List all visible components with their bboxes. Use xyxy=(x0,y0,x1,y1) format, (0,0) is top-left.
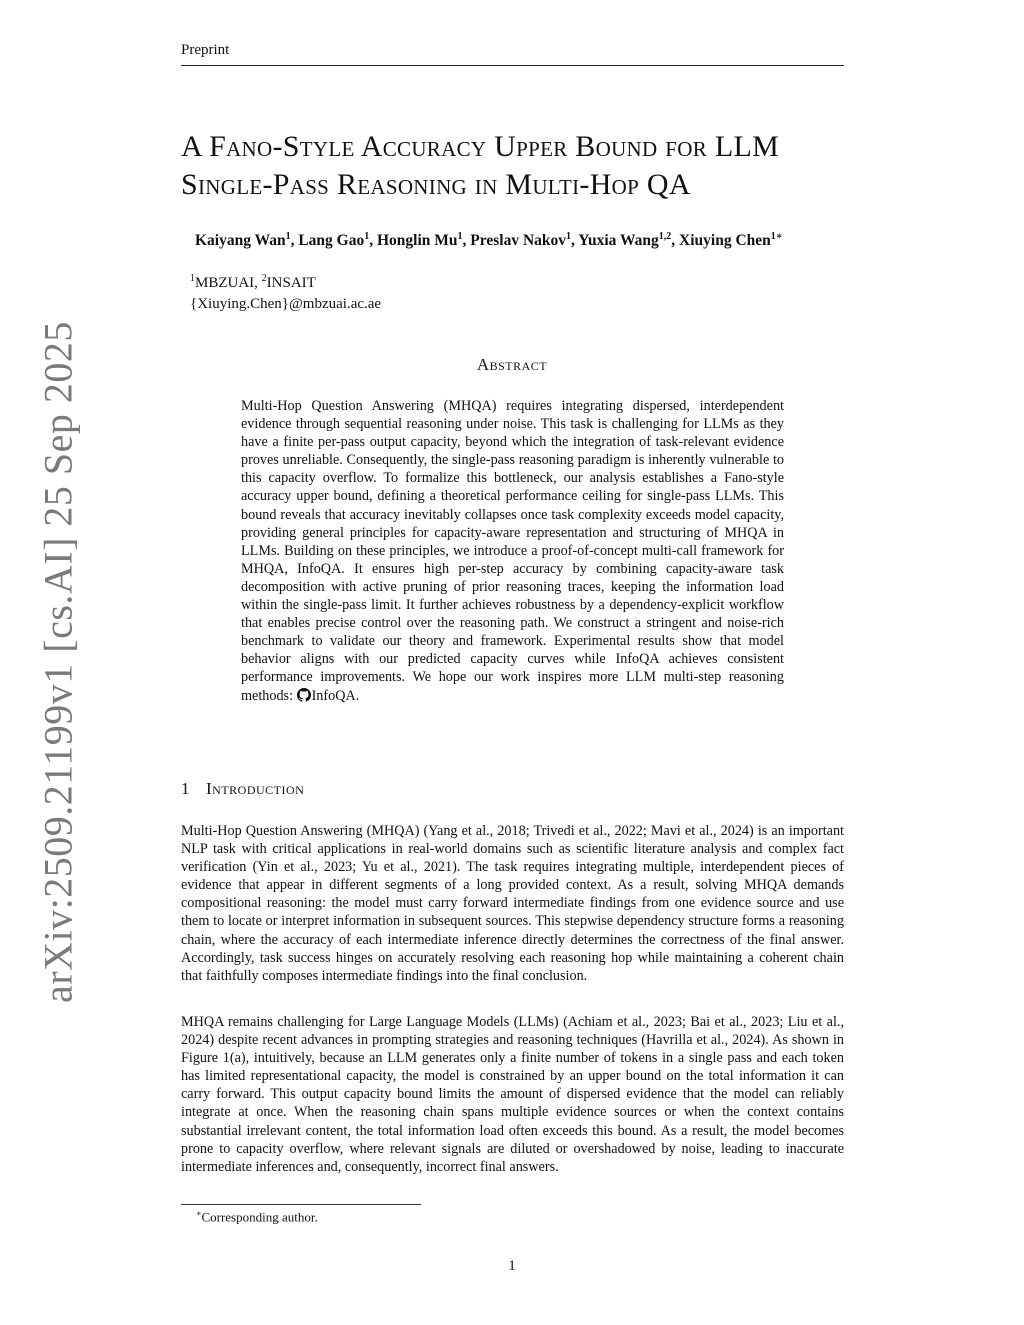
abstract-heading: Abstract xyxy=(476,355,548,374)
paper-title xyxy=(181,128,861,204)
abstract-body xyxy=(241,397,784,705)
author-name: Honglin Mu xyxy=(376,232,458,250)
author-name: Kaiyang Wan xyxy=(195,232,286,250)
affiliations xyxy=(190,268,381,315)
author-name: Lang Gao xyxy=(298,232,365,250)
footnote-marker: ∗ xyxy=(196,1209,202,1218)
infoqa-link-label: InfoQA. xyxy=(311,687,360,704)
title-line-2: Single-Pass Reasoning in Multi-Hop QA xyxy=(181,168,691,201)
section-heading xyxy=(181,779,304,799)
author-list: Kaiyang Wan$^1$, Lang Gao$^1$, Honglin Mu$^1$, Preslav Nakov$^1$, Yuxia Wang$^{1,2}$, Xiuying Chen$^{1∗}$ xyxy=(195,231,783,250)
footnote-rule xyxy=(181,1204,421,1205)
author-name: Xiuying Chen xyxy=(679,232,771,250)
intro-paragraph-1: Multi-Hop Question Answering (MHQA) (Yang et al., 2018; Trivedi et al., 2022; Mavi et al., 2024) is an important NLP task with critical applications in real-world domains such as scientific literature analysis and complex fact verification (Yin et al., 2023; Yu et al., 2021). The task requires integrating multiple, interdependent pieces of evidence that appear in different segments of a long provided context. As a result, solving MHQA demands compositional reasoning: the model must carry forward intermediate findings from one evidence source and use them to locate or interpret information in subsequent sources. This stepwise dependency structure forms a reasoning chain, where the accuracy of each intermediate inference directly determines the correctness of the final answer. Accordingly, task success hinges on accurately resolving each reasoning hop while maintaining a coherent chain that faithfully composes intermediate findings into the final conclusion. xyxy=(181,823,844,984)
author-affiliation-marker: 1 xyxy=(285,231,291,242)
title-line-1: A Fano-Style Accuracy Upper Bound for LLM xyxy=(181,130,780,163)
affiliation-line: $^1$MBZUAI, $^2$INSAIT xyxy=(190,273,316,291)
github-icon xyxy=(297,688,311,702)
contact-email: {Xiuying.Chen}@mbzuai.ac.ae xyxy=(190,296,382,312)
author-affiliation-marker: 1 xyxy=(457,231,463,242)
infoqa-link[interactable] xyxy=(297,688,360,704)
author-affiliation-marker: 1 xyxy=(566,231,572,242)
footnote-text: Corresponding author. xyxy=(201,1209,318,1225)
author-name: Preslav Nakov xyxy=(470,232,567,250)
author-name: Yuxia Wang xyxy=(578,232,659,250)
intro-paragraph-2: MHQA remains challenging for Large Language Models (LLMs) (Achiam et al., 2023; Bai et al., 2023; Liu et al., 2024) despite recent advances in prompting strategies and reasoning techniques (Havrilla et al., 2024). As shown in Figure 1(a), intuitively, because an LLM generates only a finite number of tokens in a single pass and each token has limited representational capacity, the model is constrained by an upper bound on the total information it can carry forward. This output capacity bound limits the amount of dispersed evidence that the model can reliably integrate at once. When the reasoning chain spans multiple evidence sources or when the context contains substantial irrelevant content, the total information load often exceeds this bound. As a result, the model becomes prone to capacity overflow, where relevant signals are diluted or overshadowed by noise, leading to inaccurate intermediate inferences and, consequently, incorrect final answers. xyxy=(181,1014,844,1175)
footnote xyxy=(196,1209,318,1225)
author-affiliation-marker: 1,2 xyxy=(658,231,672,242)
author-affiliation-marker: 1 xyxy=(364,231,370,242)
abstract-text: Multi-Hop Question Answering (MHQA) requires integrating dispersed, interdependent evidence through sequential reasoning under noise. This task is challenging for LLMs as they have a finite per-pass output capacity, beyond which the integration of task-relevant evidence proves unreliable. Consequently, the single-pass reasoning paradigm is inherently vulnerable to this capacity overflow. To formalize this bottleneck, our analysis establishes a Fano-style accuracy upper bound, defining a theoretical performance ceiling for single-pass LLMs. This bound reveals that accuracy inevitably collapses once task complexity exceeds model capacity, providing general principles for capacity-aware representation and structuring of MHQA in LLMs. Building on these principles, we introduce a proof-of-concept multi-call framework for MHQA, InfoQA. It ensures high per-step accuracy by combining capacity-aware task decomposition with active pruning of prior reasoning traces, keeping the information load within the single-pass limit. It further achieves robustness by a dependency-explicit workflow that enables precise control over the reasoning path. We construct a stringent and noise-rich benchmark to validate our theory and framework. Experimental results show that model behavior aligns with our predicted capacity curves while InfoQA achieves consistent performance improvements. We hope our work inspires more LLM multi-step reasoning methods: xyxy=(241,398,784,704)
running-header: Preprint xyxy=(181,42,230,58)
header-rule xyxy=(181,65,844,66)
arxiv-identifier: arXiv:2509.21199v1 [cs.AI] 25 Sep 2025 xyxy=(35,321,81,1003)
author-affiliation-marker: 1∗ xyxy=(770,231,783,242)
section-title: Introduction xyxy=(206,779,305,798)
section-number: 1 xyxy=(181,779,190,798)
page-number: 1 xyxy=(508,1258,516,1274)
